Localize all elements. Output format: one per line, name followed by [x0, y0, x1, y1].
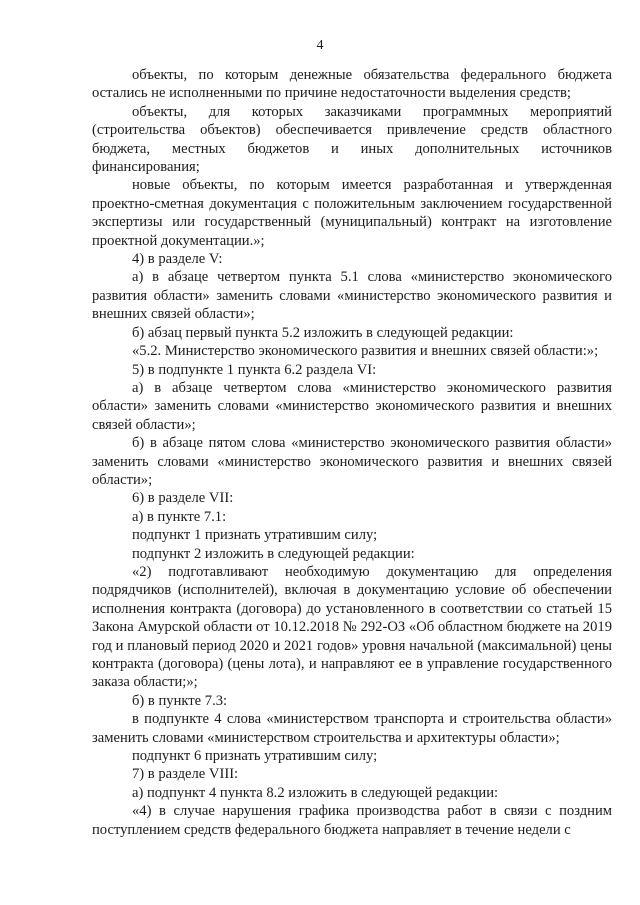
- paragraph: а) в пункте 7.1:: [132, 508, 227, 525]
- paragraph: «2) подготавливают необходимую документацию для определения подрядчиков (исполнителей), включая в документацию условие об обеспечении исполнения контракта (договора) до установленного в соответствии со статьей 15 Закона Амурской области от 10.12.2018 № 292-ОЗ «Об областном бюджете на 2019 год и плановый период 2020 и 2021 годов» уровня начальной (максимальной) цены контракта (договора) (цены лота), и направляют ее в управление государственного заказа области;»;: [92, 563, 612, 691]
- paragraph: «4) в случае нарушения графика производства работ в связи с поздним поступлением средств федерального бюджета направляет в течение недели с: [92, 803, 612, 838]
- paragraph: 5) в подпункте 1 пункта 6.2 раздела VI:: [132, 361, 377, 378]
- document-body: [92, 66, 612, 839]
- paragraph: б) в абзаце пятом слова «министерство экономического развития области» заменить словами «министерство экономического развития и внешних связей области»;: [92, 435, 612, 488]
- paragraph: 7) в разделе VIII:: [132, 766, 239, 783]
- paragraph: «5.2. Министерство экономического развития и внешних связей области:»;: [132, 343, 599, 360]
- paragraph: а) в абзаце четвертом пункта 5.1 слова «министерство экономического развития области» заменить словами «министерство экономического развития и внешних связей области»;: [92, 269, 612, 323]
- paragraph: б) абзац первый пункта 5.2 изложить в следующей редакции:: [132, 324, 514, 341]
- paragraph: новые объекты, по которым имеется разработанная и утвержденная проектно-сметная документация с положительным заключением государственной экспертизы или государственный (муниципальный) контракт на изготовление проектной документации.»;: [92, 177, 612, 249]
- paragraph: 6) в разделе VII:: [132, 490, 234, 507]
- paragraph: подпункт 6 признать утратившим силу;: [132, 748, 378, 765]
- paragraph: объекты, по которым денежные обязательства федерального бюджета остались не исполненными по причине недостаточности выделения средств;: [92, 67, 612, 102]
- paragraph: а) подпункт 4 пункта 8.2 изложить в следующей редакции:: [132, 784, 499, 801]
- page-number: 4: [316, 38, 324, 53]
- paragraph: в подпункте 4 слова «министерством транспорта и строительства области» заменить словами «министерством строительства и архитектуры области»;: [92, 711, 612, 746]
- paragraph: объекты, для которых заказчиками программных мероприятий (строительства объектов) обеспечивается привлечение средств областного бюджета, местных бюджетов и иных дополнительных источников финансирования;: [92, 103, 612, 176]
- paragraph: подпункт 1 признать утратившим силу;: [132, 527, 378, 544]
- paragraph: подпункт 2 изложить в следующей редакции:: [132, 545, 415, 562]
- paragraph: а) в абзаце четвертом слова «министерство экономического развития области» заменить словами «министерство экономического развития и внешних связей области»;: [92, 379, 612, 433]
- paragraph: б) в пункте 7.3:: [132, 692, 228, 709]
- paragraph: 4) в разделе V:: [132, 251, 223, 268]
